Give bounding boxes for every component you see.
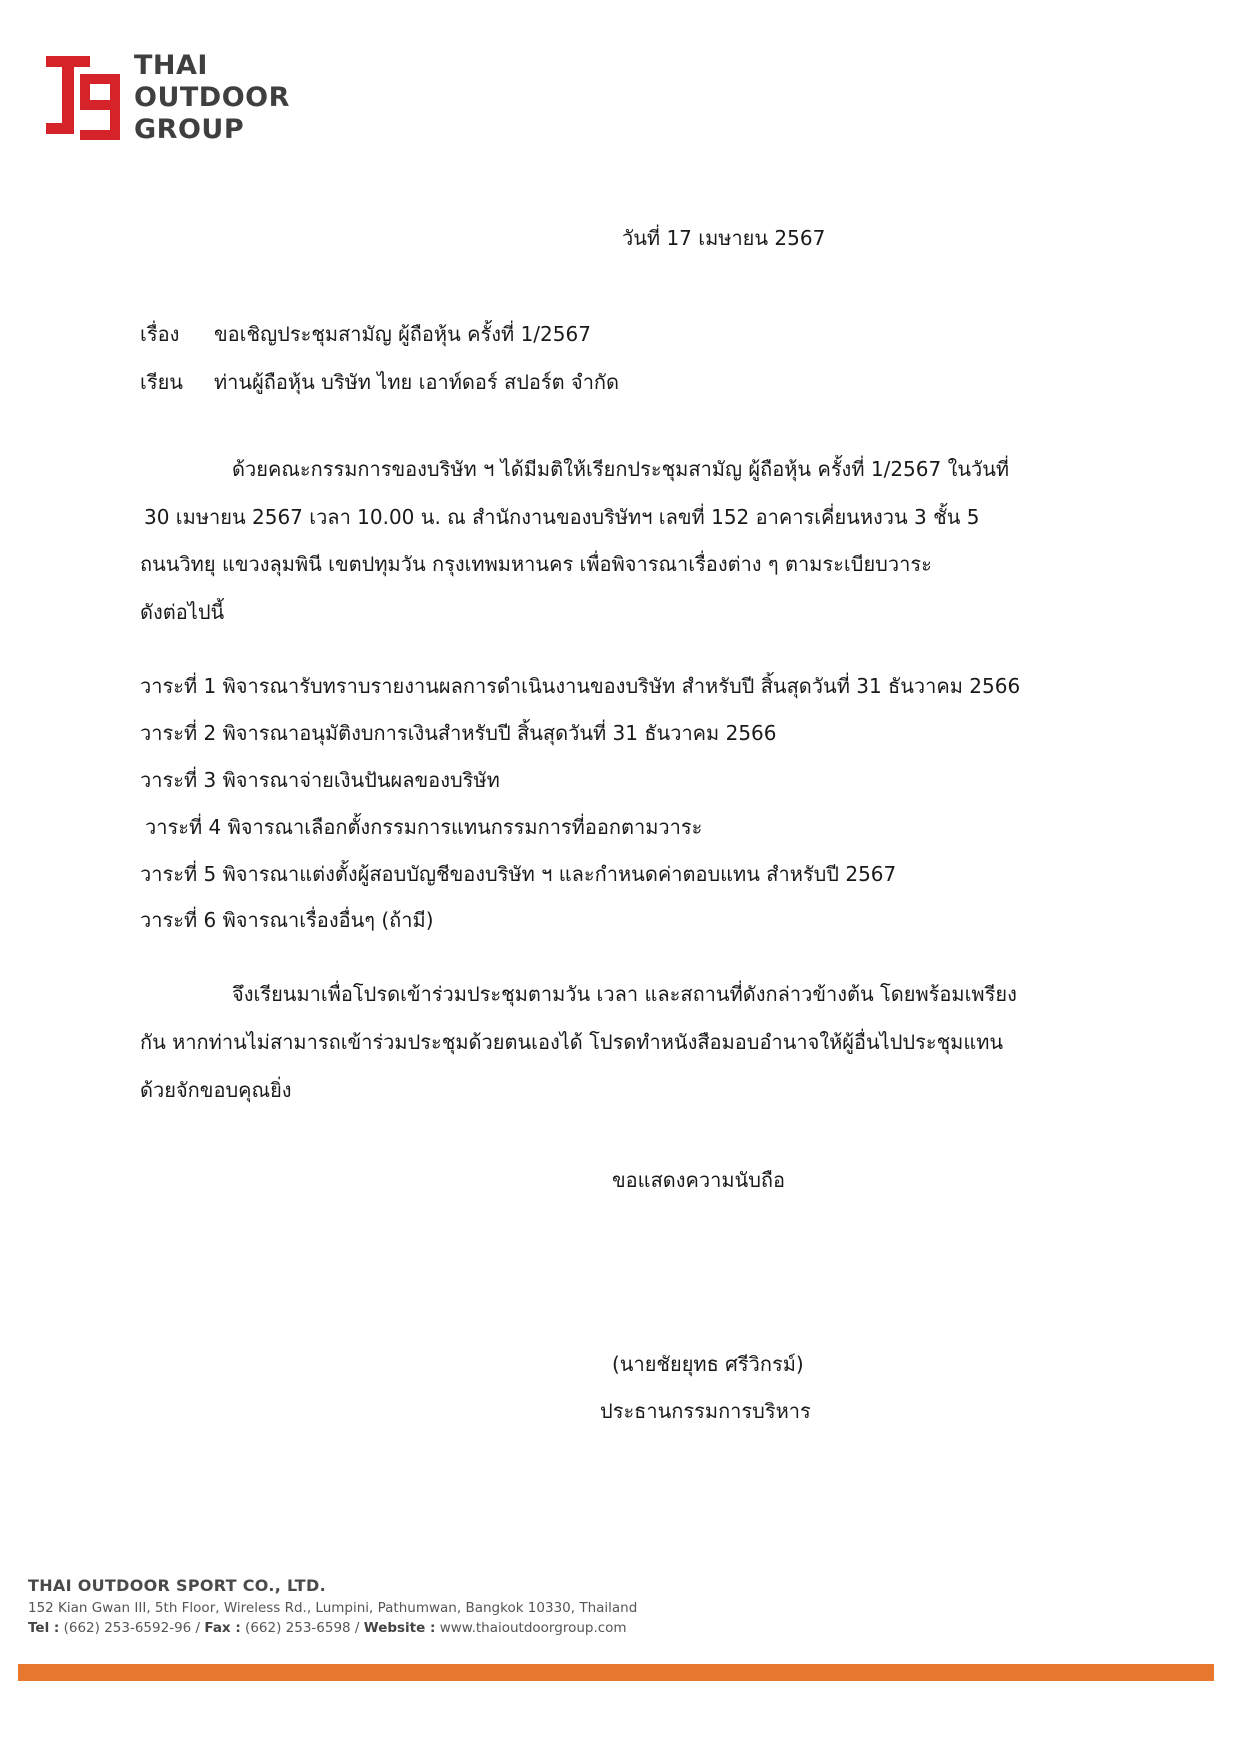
paragraph1-line: ด้วยคณะกรรมการของบริษัท ฯ ได้มีมติให้เรียกประชุมสามัญ ผู้ถือหุ้น ครั้งที่ 1/2567 ในวันที่ — [232, 457, 1010, 481]
recipient-line — [140, 368, 619, 396]
tel-label: Tel : — [28, 1620, 60, 1636]
agenda-item-1: วาระที่ 1 พิจารณารับทราบรายงานผลการดำเนินงานของบริษัท สำหรับปี สิ้นสุดวันที่ 31 ธันวาคม 2566 — [140, 674, 1021, 698]
tg-logo-mark-icon — [46, 52, 122, 144]
fax-number: (662) 253-6598 — [245, 1620, 351, 1636]
footer-company-name: THAI OUTDOOR SPORT CO., LTD. — [28, 1576, 326, 1595]
fax-label: Fax : — [204, 1620, 241, 1636]
paragraph1-line: ดังต่อไปนี้ — [140, 600, 225, 624]
signer-title: ประธานกรรมการบริหาร — [600, 1399, 811, 1423]
recipient-text: ท่านผู้ถือหุ้น บริษัท ไทย เอาท์ดอร์ สปอร์ต จำกัด — [214, 370, 620, 394]
signer-name: (นายชัยยุทธ ศรีวิกรม์) — [612, 1352, 804, 1376]
company-logo — [46, 50, 306, 146]
footer-contact: Tel : (662) 253-6592-96 / Fax : (662) 253-6598 / Website : www.thaioutdoorgroup.com — [28, 1620, 627, 1636]
subject-label: เรื่อง — [140, 322, 180, 346]
agenda-item-4: วาระที่ 4 พิจารณาเลือกตั้งกรรมการแทนกรรมการที่ออกตามวาระ — [145, 815, 703, 839]
agenda-item-6: วาระที่ 6 พิจารณาเรื่องอื่นๆ (ถ้ามี) — [140, 908, 434, 932]
paragraph2-line: จึงเรียนมาเพื่อโปรดเข้าร่วมประชุมตามวัน เวลา และสถานที่ดังกล่าวข้างต้น โดยพร้อมเพรียง — [232, 982, 1017, 1006]
recipient-label: เรียน — [140, 370, 183, 394]
paragraph1-line: ถนนวิทยุ แขวงลุมพินี เขตปทุมวัน กรุงเทพมหานคร เพื่อพิจารณาเรื่องต่าง ๆ ตามระเบียบวาระ — [140, 552, 932, 576]
paragraph2-line: กัน หากท่านไม่สามารถเข้าร่วมประชุมด้วยตนเองได้ โปรดทำหนังสือมอบอำนาจให้ผู้อื่นไปประชุมแทน — [140, 1030, 1004, 1054]
agenda-item-5: วาระที่ 5 พิจารณาแต่งตั้งผู้สอบบัญชีของบริษัท ฯ และกำหนดค่าตอบแทน สำหรับปี 2567 — [140, 862, 897, 886]
logo-line-group: GROUP — [134, 114, 245, 145]
footer-address: 152 Kian Gwan III, 5th Floor, Wireless Rd., Lumpini, Pathumwan, Bangkok 10330, Thailand — [28, 1600, 638, 1616]
logo-line-outdoor: OUTDOOR — [134, 82, 290, 113]
letter-date: วันที่ 17 เมษายน 2567 — [622, 226, 826, 250]
logo-line-thai: THAI — [134, 50, 208, 81]
footer-orange-bar — [18, 1664, 1214, 1681]
logo-wordmark — [134, 50, 290, 146]
subject-line — [140, 320, 591, 348]
tel-number: (662) 253-6592-96 — [63, 1620, 192, 1636]
agenda-item-3: วาระที่ 3 พิจารณาจ่ายเงินปันผลของบริษัท — [140, 768, 500, 792]
paragraph1-line: 30 เมษายน 2567 เวลา 10.00 น. ณ สำนักงานของบริษัทฯ เลขที่ 152 อาคารเคี่ยนหงวน 3 ชั้น 5 — [144, 505, 980, 529]
paragraph2-line: ด้วยจักขอบคุณยิ่ง — [140, 1078, 292, 1102]
website-link[interactable]: www.thaioutdoorgroup.com — [439, 1620, 627, 1636]
closing-salutation: ขอแสดงความนับถือ — [612, 1168, 786, 1192]
subject-text: ขอเชิญประชุมสามัญ ผู้ถือหุ้น ครั้งที่ 1/2567 — [214, 322, 591, 346]
website-label: Website : — [363, 1620, 436, 1636]
agenda-item-2: วาระที่ 2 พิจารณาอนุมัติงบการเงินสำหรับปี สิ้นสุดวันที่ 31 ธันวาคม 2566 — [140, 721, 777, 745]
